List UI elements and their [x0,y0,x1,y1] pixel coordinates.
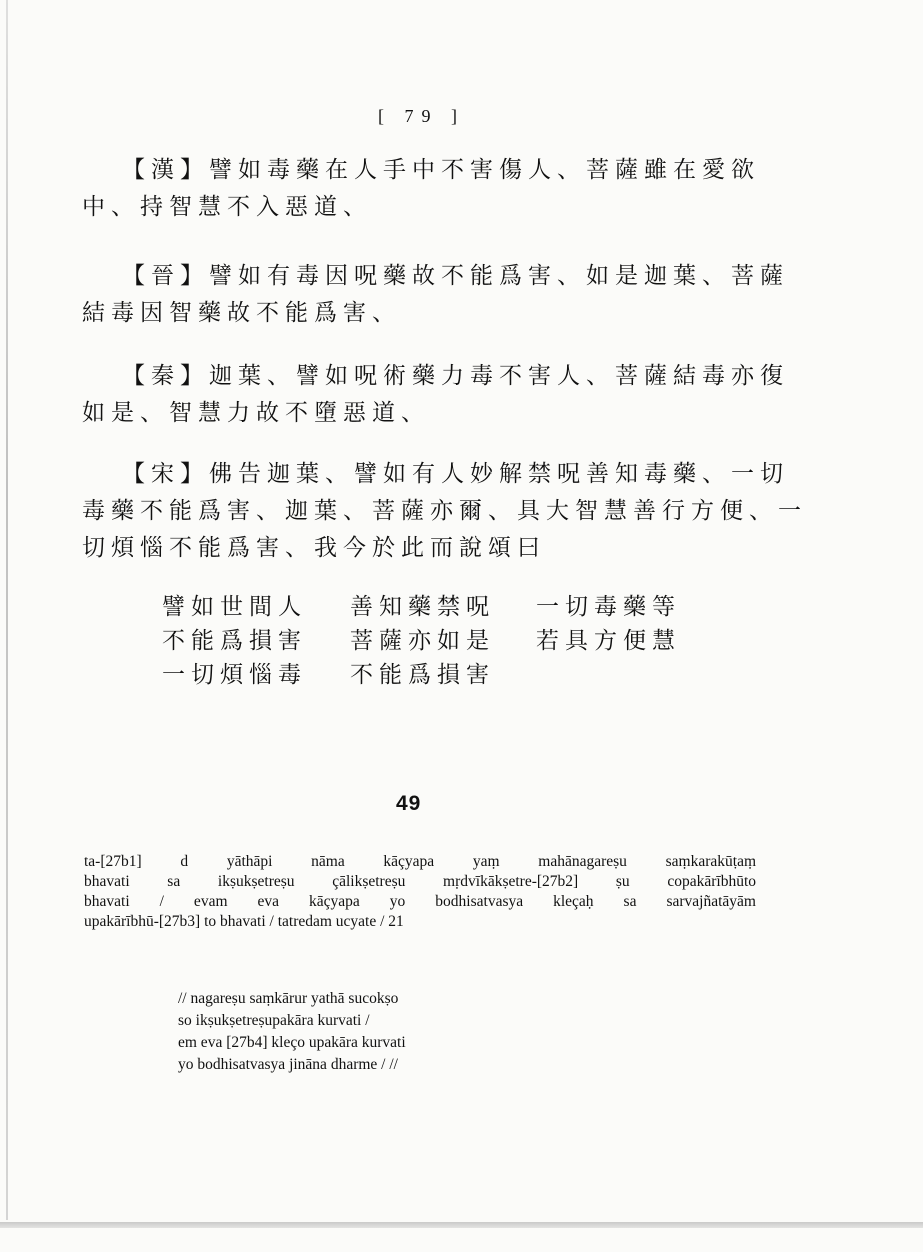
verse-row [162,658,722,692]
text-line: bhavati sa ikṣukṣetreṣu çālikṣetreṣu mṛdvīkākṣetre-[27b2] ṣu copakārībhūto [84,873,756,890]
page-number: [ 79 ] [378,106,465,126]
verse-phrase [536,658,716,692]
text-line: 中、持智慧不入惡道、 [82,194,372,220]
text-line: 【晉】譬如有毒因呪藥故不能爲害、如是迦葉、菩薩 [122,263,789,289]
verse-line: em eva [27b4] kleço upakāra kurvati [178,1034,406,1051]
verse-phrase: 若具方便慧 [536,628,681,654]
verse-row [162,590,722,624]
page-left-edge [6,0,8,1220]
verse-row [162,624,722,658]
verse-line: // nagareṣu saṃkārur yathā sucokṣo [178,990,399,1007]
verse-phrase: 菩薩亦如是 [350,628,495,654]
verse-phrase: 不能爲損害 [162,628,307,654]
text-line: 如是、智慧力故不墮惡道、 [82,400,430,426]
chinese-paragraph-jin [82,258,789,332]
sanskrit-verse [178,988,598,1076]
verse-phrase: 譬如世間人 [162,594,307,620]
verse-phrase: 善知藥禁呪 [350,594,495,620]
text-line: 切煩惱不能爲害、我今於此而說頌曰 [82,535,546,561]
page-bottom-edge [0,1222,923,1228]
text-line: 結毒因智藥故不能爲害、 [82,300,401,326]
text-line: bhavati / evam eva kāçyapa yo bodhisatvasya kleçaḥ sa sarvajñatāyām [84,893,756,910]
text-line: 【宋】佛告迦葉、譬如有人妙解禁呪善知毒藥、一切 [122,461,789,487]
verse-phrase: 一切煩惱毒 [162,662,307,688]
chinese-verse [162,590,722,692]
section-number: 49 [396,792,422,815]
verse-line: so ikṣukṣetreṣupakāra kurvati / [178,1012,370,1029]
chinese-paragraph-han [82,152,762,226]
text-line: 【漢】譬如毒藥在人手中不害傷人、菩薩雖在愛欲 [122,157,760,183]
verse-line: yo bodhisatvasya jināna dharme / // [178,1056,398,1073]
verse-phrase: 不能爲損害 [350,662,495,688]
text-line: upakārībhū-[27b3] to bhavati / tatredam ucyate / 21 [84,913,404,930]
text-line: 【秦】迦葉、譬如呪術藥力毒不害人、菩薩結毒亦復 [122,363,789,389]
verse-phrase: 一切毒藥等 [536,594,681,620]
chinese-paragraph-song [82,456,807,567]
text-line: 毒藥不能爲害、迦葉、菩薩亦爾、具大智慧善行方便、一 [82,498,807,524]
sanskrit-prose [84,852,756,932]
text-line: ta-[27b1] d yāthāpi nāma kāçyapa yaṃ mahānagareṣu saṃkarakūṭaṃ [84,853,756,870]
chinese-paragraph-qin [82,358,789,432]
